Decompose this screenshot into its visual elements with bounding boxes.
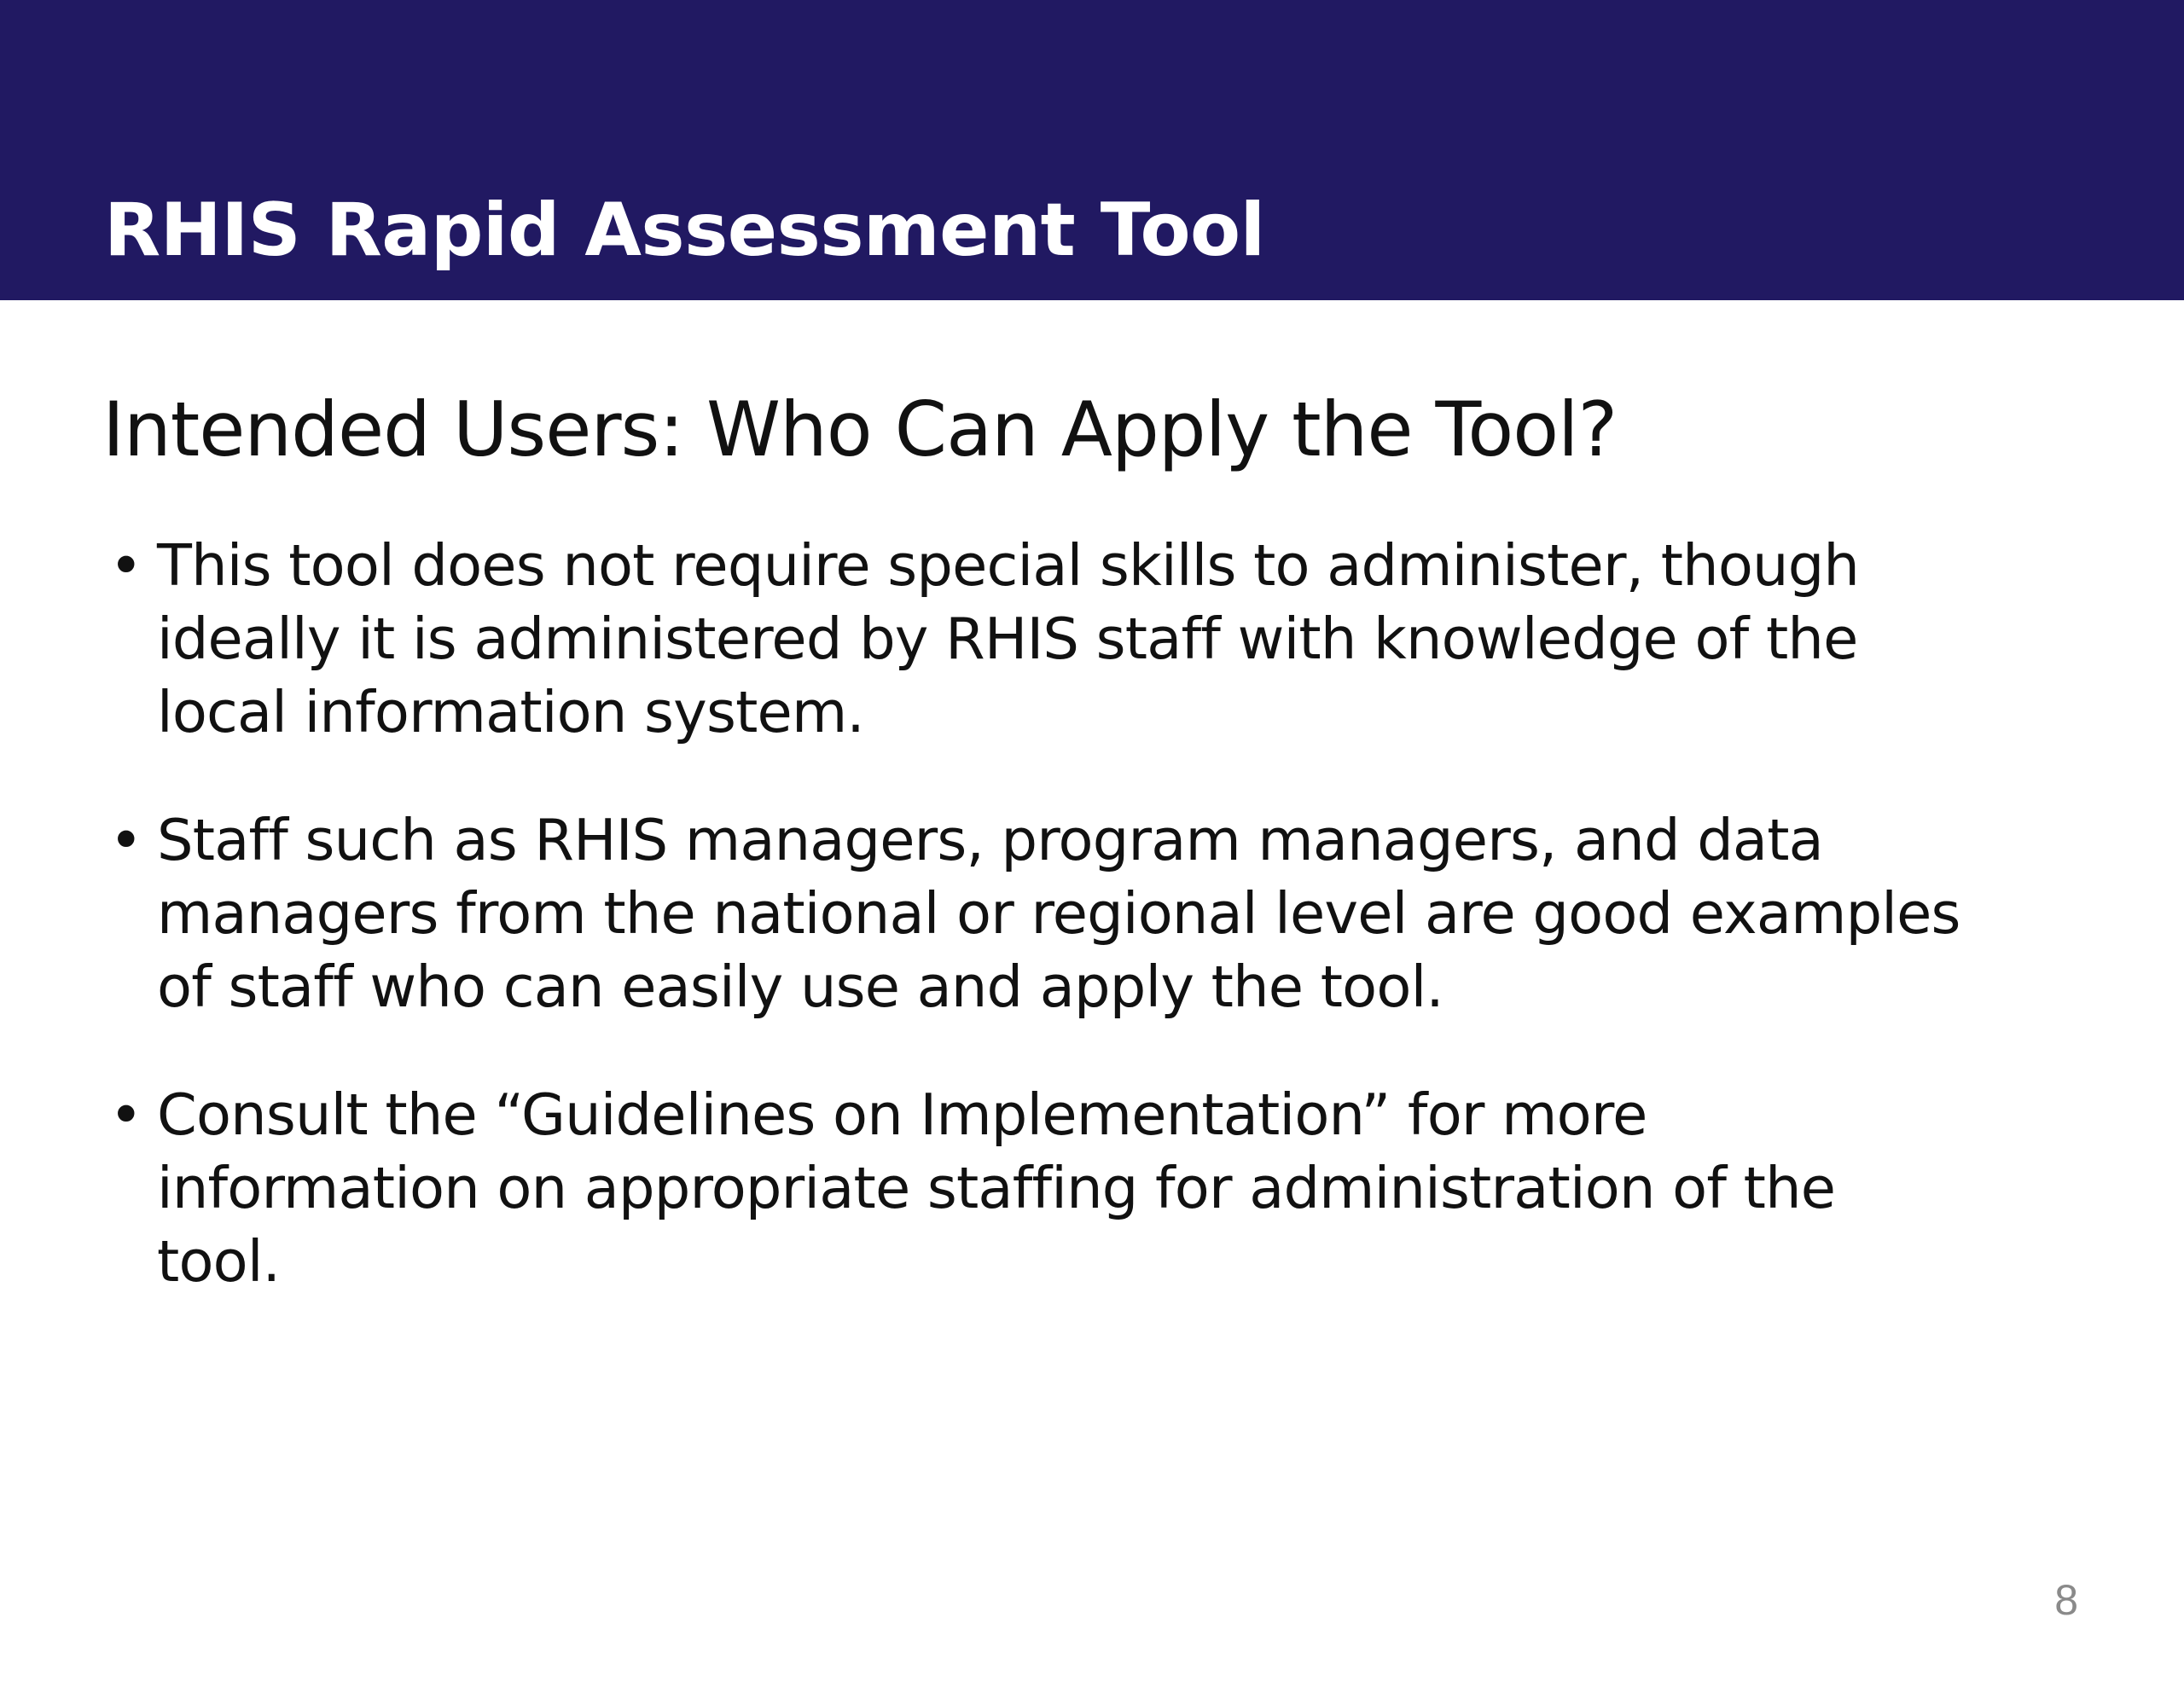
- bullet-text: Staff such as RHIS managers, program managers, and data managers from the national or regional level are good examples of staff who can easily use and apply the tool.: [157, 807, 1960, 1020]
- bullet-dot-icon: •: [109, 532, 142, 599]
- bullet-item: [102, 1078, 1962, 1298]
- slide-subtitle: Intended Users: Who Can Apply the Tool?: [102, 386, 1618, 473]
- bullet-text: This tool does not require special skills to administer, though ideally it is administered by RHIS staff with knowledge of the local information system.: [157, 532, 1860, 745]
- bullet-list: [102, 529, 1962, 1353]
- bullet-item: [102, 529, 1962, 749]
- page-number: 8: [2054, 1576, 2078, 1624]
- bullet-dot-icon: •: [109, 1081, 142, 1148]
- bullet-dot-icon: •: [109, 807, 142, 873]
- slide-title: RHIS Rapid Assessment Tool: [104, 188, 1265, 273]
- bullet-text: Consult the “Guidelines on Implementation” for more information on appropriate staffing for administration of the tool.: [157, 1081, 1836, 1295]
- header-bar: [0, 0, 2184, 300]
- bullet-item: [102, 803, 1962, 1023]
